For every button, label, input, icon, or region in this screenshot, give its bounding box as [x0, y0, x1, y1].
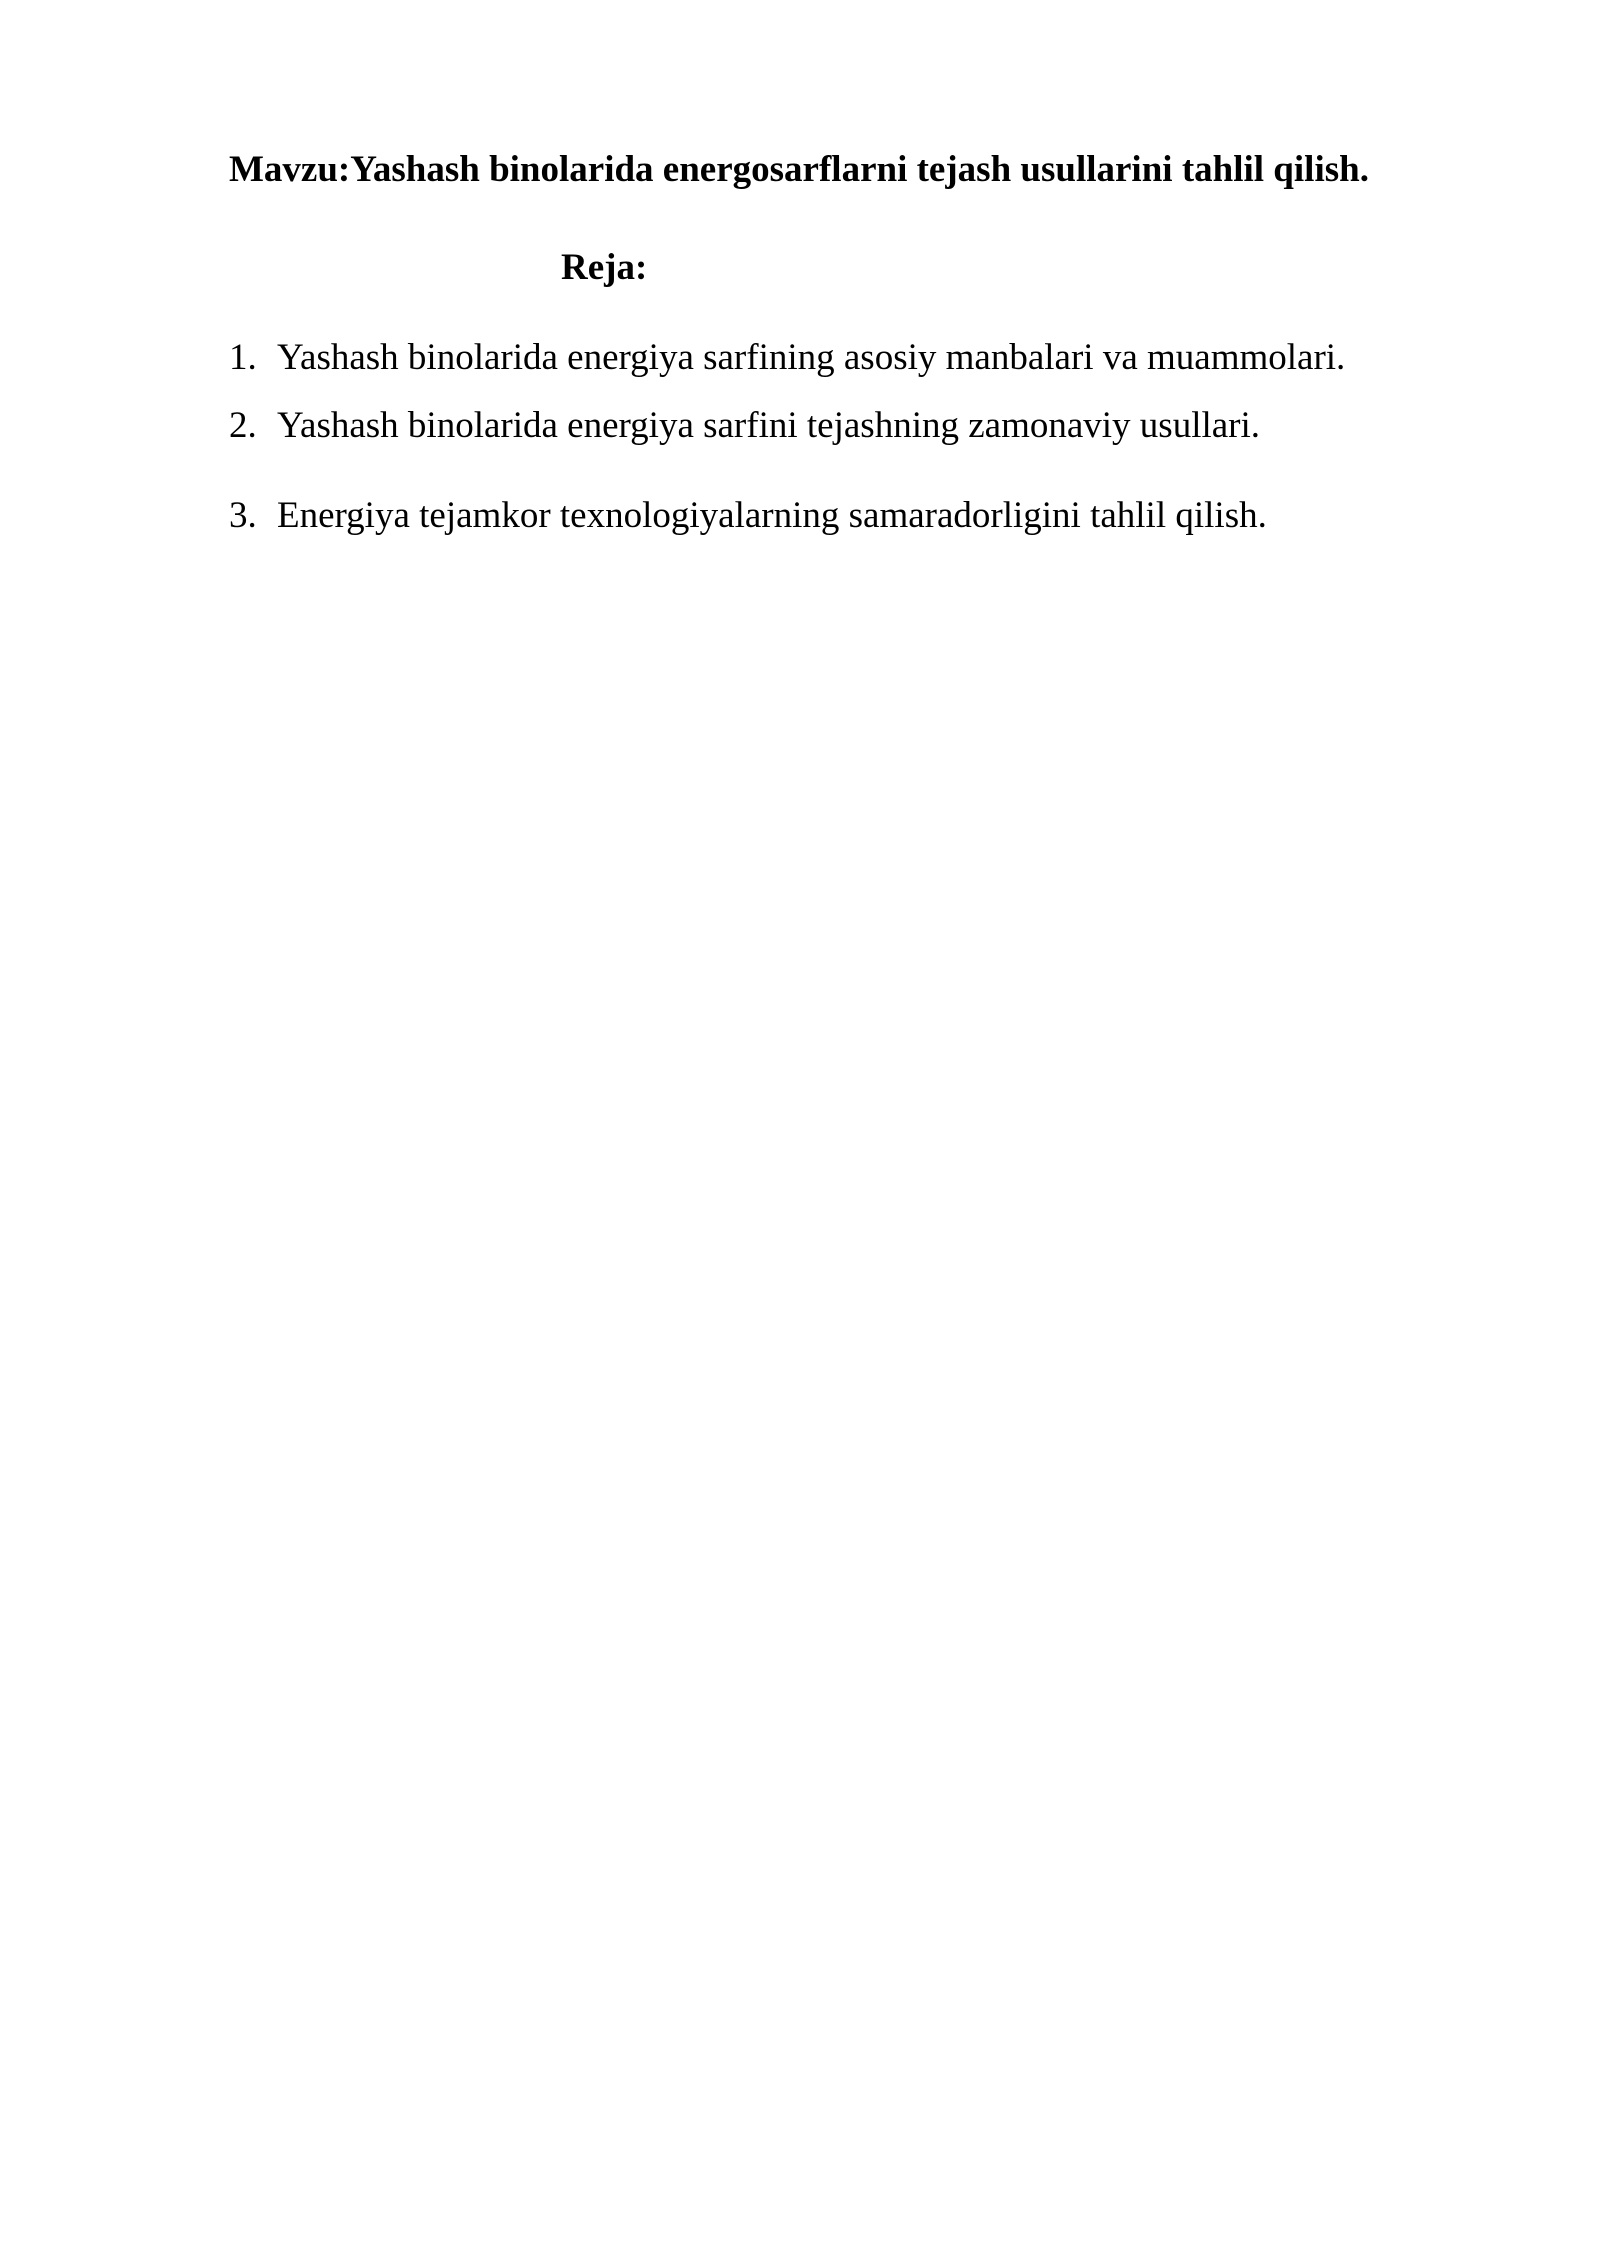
plan-item-2 — [229, 404, 1260, 448]
plan-item-number: 3. — [229, 495, 257, 536]
plan-item-number: 1. — [229, 337, 257, 378]
plan-item-3 — [229, 494, 1267, 538]
plan-item-number: 2. — [229, 405, 257, 446]
plan-heading: Reja: — [561, 247, 648, 288]
document-title: Mavzu:Yashash binolarida energosarflarni tejash usullarini tahlil qilish. — [229, 149, 1369, 190]
plan-item-text: Yashash binolarida energiya sarfini tejashning zamonaviy usullari. — [277, 405, 1261, 446]
plan-item-1 — [229, 336, 1345, 380]
plan-item-text: Yashash binolarida energiya sarfining asosiy manbalari va muammolari. — [277, 337, 1346, 378]
plan-item-text: Energiya tejamkor texnologiyalarning samaradorligini tahlil qilish. — [277, 495, 1267, 536]
